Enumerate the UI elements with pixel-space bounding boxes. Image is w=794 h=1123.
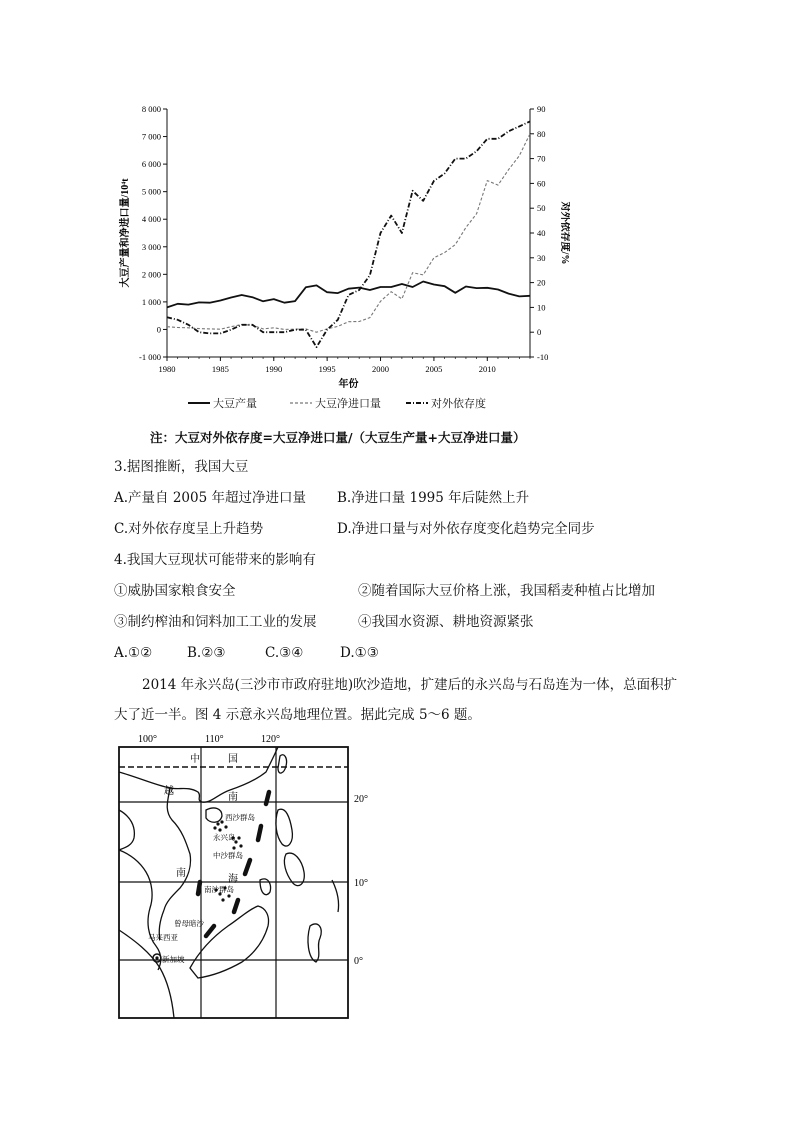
chart-note: 注：大豆对外依存度=大豆净进口量/（大豆生产量+大豆净进口量） xyxy=(150,430,526,445)
label-yongxing: 永兴岛 xyxy=(213,833,236,842)
y-left-tick-label: 6 000 xyxy=(141,159,161,170)
y-right-tick-label: 70 xyxy=(537,153,546,164)
label-south: 南 xyxy=(228,792,238,803)
q3-option-c: C.对外依存度呈上升趋势 xyxy=(114,521,264,537)
y-left-tick-label: 7 000 xyxy=(141,131,161,142)
legend-label-dependency: 对外依存度 xyxy=(431,397,486,410)
y-right-tick-label: 90 xyxy=(537,104,546,114)
q4-stem: 4.我国大豆现状可能带来的影响有 xyxy=(114,552,316,568)
q4-item-1: ①威胁国家粮食安全 xyxy=(114,583,236,599)
x-tick-label: 2010 xyxy=(478,364,496,374)
y-right-tick-label: 30 xyxy=(537,252,546,263)
q3-option-b: B.净进口量 1995 年后陡然上升 xyxy=(337,490,530,506)
chart-legend xyxy=(188,395,528,411)
series-imports-line xyxy=(167,134,530,332)
y-left-tick-label: 4 000 xyxy=(141,214,161,225)
label-vietnam-2: 南 xyxy=(176,868,186,879)
y-axis-left-title: 大豆产量和净进口量/10⁴t xyxy=(120,178,131,288)
legend-label-imports: 大豆净进口量 xyxy=(315,397,381,410)
lon-label-110: 110° xyxy=(205,734,224,745)
legend-swatch-imports xyxy=(290,401,312,405)
series-production-line xyxy=(167,282,530,308)
lat-label-0: 0° xyxy=(354,956,363,967)
y-left-tick-label: 0 xyxy=(156,324,161,335)
y-right-tick-label: 40 xyxy=(537,228,546,238)
q4-item-2: ②随着国际大豆价格上涨，我国稻麦种植占比增加 xyxy=(358,583,655,599)
x-tick-label: 1980 xyxy=(158,364,176,374)
label-vietnam: 越 xyxy=(164,786,174,797)
lat-label-10: 10° xyxy=(354,878,368,889)
passage-line-1: 2014 年永兴岛(三沙市市政府驻地)吹沙造地，扩建后的永兴岛与石岛连为一体，总面积扩 xyxy=(142,677,678,693)
y-left-tick-label: -1 000 xyxy=(139,352,161,362)
y-left-tick-label: 8 000 xyxy=(141,104,161,114)
label-singapore: 新加坡 xyxy=(162,955,185,964)
passage-line-2: 大了近一半。图 4 示意永兴岛地理位置。据此完成 5～6 题。 xyxy=(114,707,481,723)
q4-option-c: C.③④ xyxy=(265,645,304,661)
q4-option-b: B.②③ xyxy=(187,645,226,661)
label-zhongsha: 中沙群岛 xyxy=(213,851,243,860)
x-tick-label: 1995 xyxy=(318,364,336,374)
label-china-2: 国 xyxy=(228,754,238,765)
y-right-tick-label: 80 xyxy=(537,128,546,139)
yongxing-island-map xyxy=(110,730,380,1022)
legend-swatch-production xyxy=(188,401,210,405)
legend-swatch-dependency xyxy=(406,401,428,405)
y-axis-right-title: 对外依存度/% xyxy=(559,201,570,265)
q4-option-d: D.①③ xyxy=(340,645,379,661)
x-axis-title: 年份 xyxy=(338,379,359,390)
q4-option-a: A.①② xyxy=(114,645,153,661)
y-right-tick-label: 50 xyxy=(537,203,546,214)
y-right-tick-label: 60 xyxy=(537,178,546,189)
label-sea: 海 xyxy=(228,874,238,885)
y-right-tick-label: -10 xyxy=(537,352,549,362)
series-dependency-line xyxy=(167,121,530,347)
y-right-tick-label: 0 xyxy=(537,327,542,338)
lon-label-100: 100° xyxy=(138,734,157,745)
q3-option-a: A.产量自 2005 年超过净进口量 xyxy=(114,490,306,506)
x-tick-label: 1990 xyxy=(265,364,283,374)
x-tick-label: 1985 xyxy=(211,364,229,374)
x-tick-label: 2005 xyxy=(425,364,443,374)
label-malaysia: 马来西亚 xyxy=(148,933,178,942)
x-tick-label: 2000 xyxy=(372,364,390,374)
y-left-tick-label: 3 000 xyxy=(141,241,161,252)
label-china: 中 xyxy=(190,754,200,765)
label-zengmu: 曾母暗沙 xyxy=(174,919,204,928)
y-left-tick-label: 5 000 xyxy=(141,186,161,197)
lat-label-20: 20° xyxy=(354,794,368,805)
q4-item-4: ④我国水资源、耕地资源紧张 xyxy=(358,614,534,630)
q4-item-3: ③制约榨油和饲料加工工业的发展 xyxy=(114,614,317,630)
legend-label-production: 大豆产量 xyxy=(213,397,257,410)
singapore-marker-dot xyxy=(155,956,158,959)
y-left-tick-label: 2 000 xyxy=(141,269,161,280)
label-nansha: 南沙群岛 xyxy=(204,885,234,894)
y-right-tick-label: 20 xyxy=(537,277,546,288)
y-left-tick-label: 1 000 xyxy=(141,296,161,307)
q3-stem: 3.据图推断，我国大豆 xyxy=(114,459,249,475)
label-xisha: 西沙群岛 xyxy=(225,813,255,822)
q3-option-d: D.净进口量与对外依存度变化趋势完全同步 xyxy=(337,521,595,537)
y-right-tick-label: 10 xyxy=(537,302,546,313)
soybean-chart xyxy=(110,100,570,420)
lon-label-120: 120° xyxy=(261,734,280,745)
